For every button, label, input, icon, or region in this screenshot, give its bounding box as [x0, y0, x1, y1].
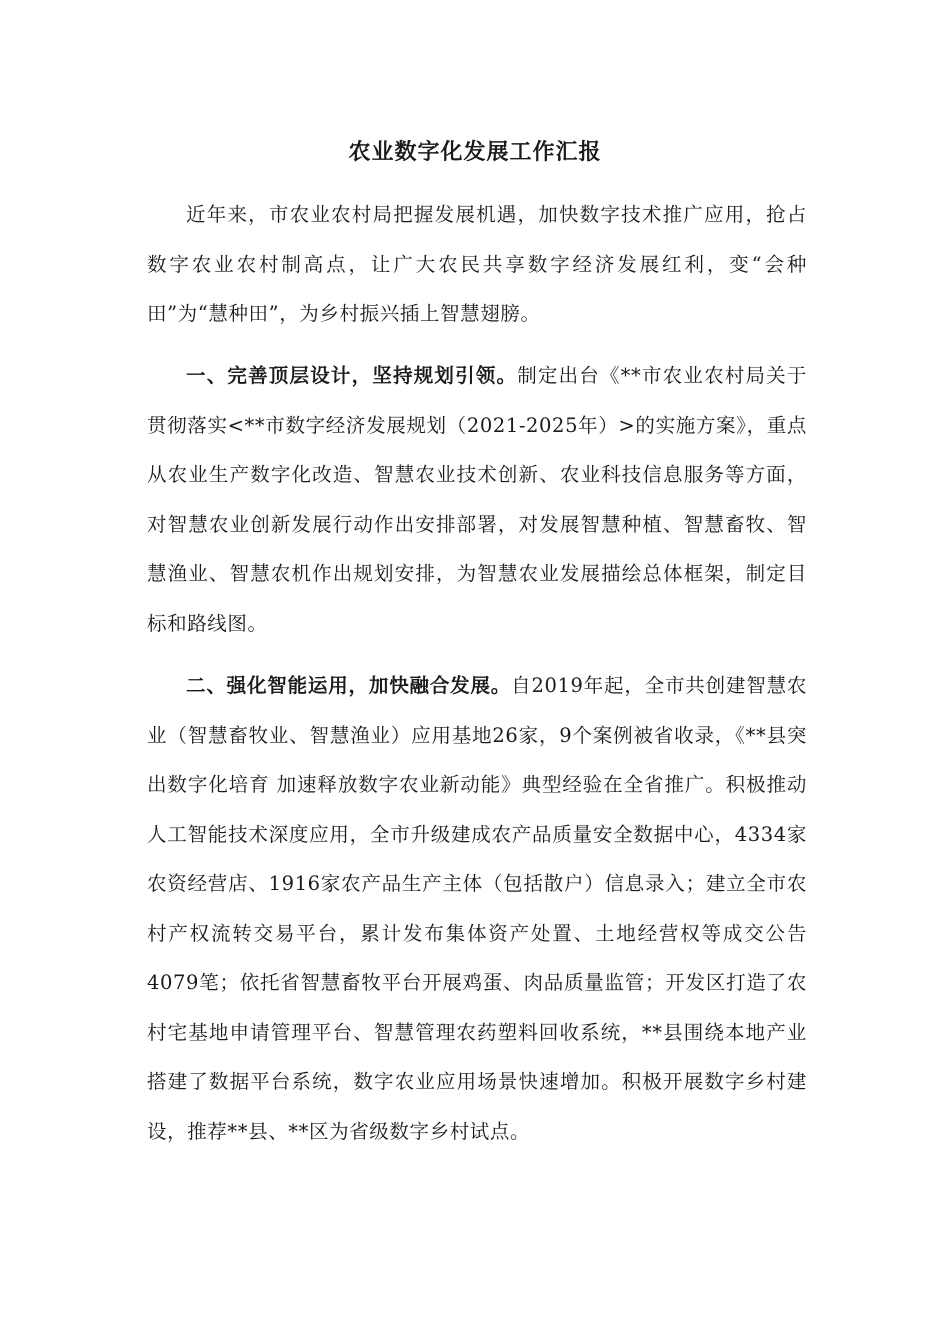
section-one-paragraph: [147, 351, 807, 648]
section-two-heading: 二、强化智能运用，加快融合发展。: [186, 674, 512, 697]
section-two-body: 自2019年起，全市共创建智慧农业（智慧畜牧业、智慧渔业）应用基地26家，9个案例被省收录，《**县突出数字化培育 加速释放数字农业新动能》典型经验在全省推广。积极推动人工智能技术深度应用，全市升级建成农产品质量安全数据中心，4334家农资经营店、1916家农产品生产主体（包括散户）信息录入；建立全市农村产权流转交易平台，累计发布集体资产处置、土地经营权等成交公告4079笔；依托省智慧畜牧平台开展鸡蛋、肉品质量监管；开发区打造了农村宅基地申请管理平台、智慧管理农药塑料回收系统，**县围绕本地产业搭建了数据平台系统，数字农业应用场景快速增加。积极开展数字乡村建设，推荐**县、**区为省级数字乡村试点。: [147, 674, 807, 1143]
document-title: 农业数字化发展工作汇报: [348, 139, 602, 165]
section-one-heading: 一、完善顶层设计，坚持规划引领。: [186, 364, 518, 387]
section-one-body: 制定出台《**市农业农村局关于贯彻落实<**市数字经济发展规划（2021-2025年）>的实施方案》，重点从农业生产数字化改造、智慧农业技术创新、农业科技信息服务等方面，对智慧农业创新发展行动作出安排部署，对发展智慧种植、智慧畜牧、智慧渔业、智慧农机作出规划安排，为智慧农业发展描绘总体框架，制定目标和路线图。: [147, 364, 807, 635]
section-two-paragraph: [147, 661, 807, 1156]
intro-paragraph: 近年来，市农业农村局把握发展机遇，加快数字技术推广应用，抢占数字农业农村制高点，让广大农民共享数字经济发展红利，变“会种田”为“慧种田”，为乡村振兴插上智慧翅膀。: [147, 203, 807, 325]
